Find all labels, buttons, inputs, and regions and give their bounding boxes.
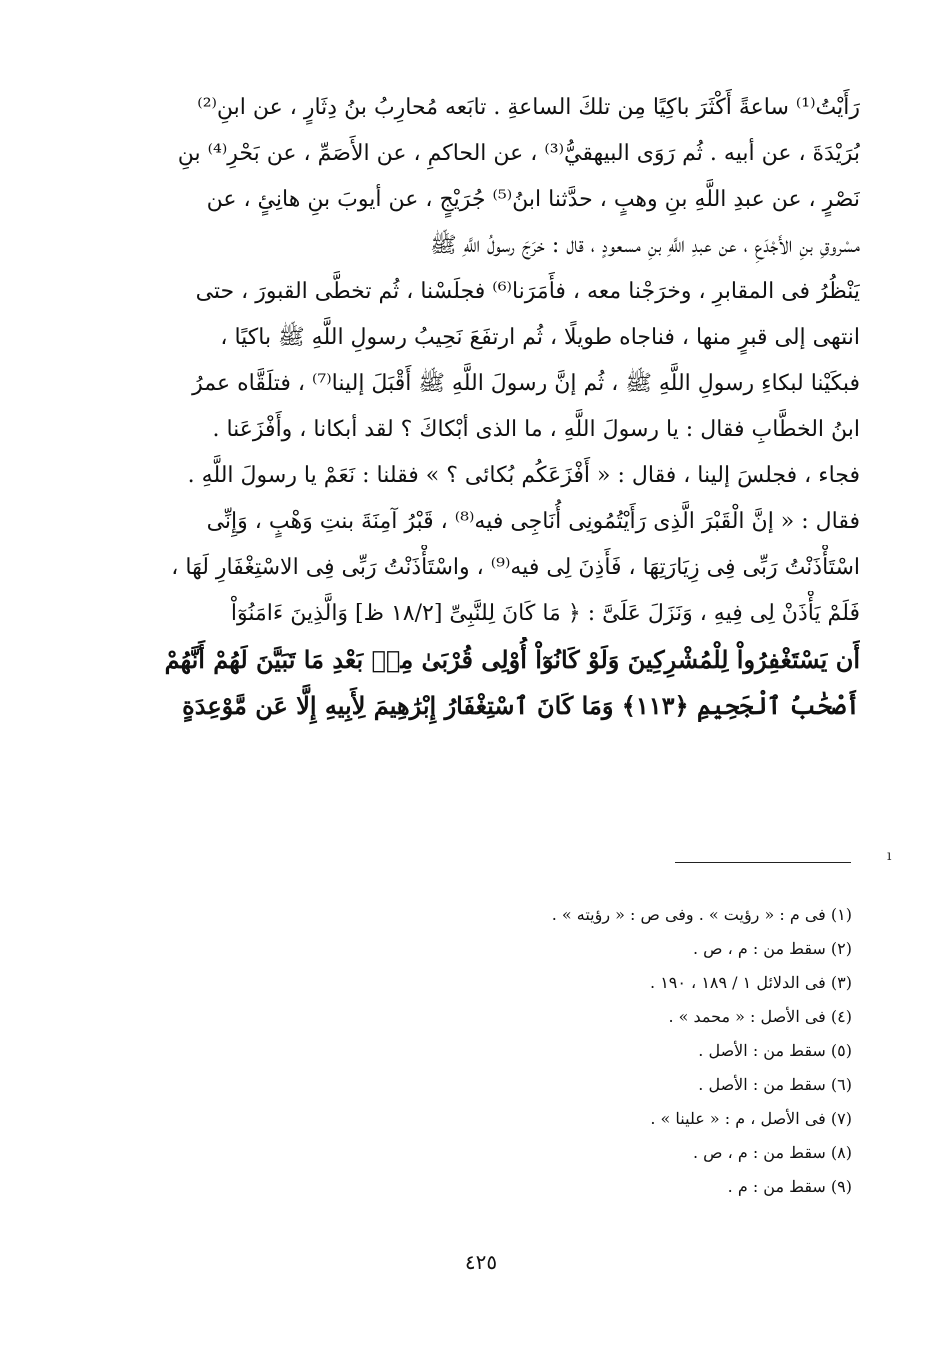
text-line: اسْتَأْذَنْتُ رَبِّى فِى زِيَارَتِهَا ، فَأَذِنَ لِى فيه⁽⁹⁾ ، واسْتَأْذَنْتُ رَبِّى فِى الاسْتِغْفَارِ لَهَا ، — [171, 555, 860, 580]
footnote: (٢) سقط من : م ، ص . — [692, 939, 852, 958]
text-line: نَصْرٍ ، عن عبدِ اللَّهِ بنِ وهبٍ ، حدَّثنا ابنُ⁽⁵⁾ جُرَيْجٍ ، عن أيوبَ بنِ هانِئٍ ، عن — [206, 187, 860, 212]
footnotes — [300, 898, 852, 1204]
footnote-separator — [675, 862, 851, 863]
margin-mark: ı — [887, 848, 892, 864]
text-line: بُرَيْدَةَ ، عن أبيه . ثُم رَوَى البيهقيُّ⁽³⁾ ، عن الحاكمِ ، عن الأَصَمِّ ، عن بَحْرِ⁽⁴⁾ بنِ — [177, 141, 860, 166]
text-line: فَلَمْ يَأْذَنْ لِى فِيهِ ، وَنَزَلَ عَلَىَّ : ﴿ مَا كَانَ لِلنَّبِىِّ [١٨/٢ ظ] وَالَّذِينَ ءَامَنُوٓاْ — [230, 601, 860, 626]
footnote: (٤) فى الأصل : « محمد » . — [668, 1007, 852, 1026]
text-line: انتهى إلى قبرٍ منها ، فناجاه طويلًا ، ثُم ارتفَعَ نَحِيبُ رسولِ اللَّهِ ﷺ باكيًا ، — [220, 325, 860, 350]
footnote: (٦) سقط من : الأصل . — [698, 1075, 852, 1094]
text-line: يَنْظُرُ فى المقابرِ ، وخرَجْنا معه ، فأَمَرَنا⁽⁶⁾ فجلَسْنا ، ثُم تخطَّى القبورَ ، حتى — [195, 279, 860, 304]
footnote: (٥) سقط من : الأصل . — [698, 1041, 852, 1060]
footnote: (٨) سقط من : م ، ص . — [692, 1143, 852, 1162]
text-line: ابنُ الخطَّابِ فقال : يا رسولَ اللَّهِ ، ما الذى أبْكاكَ ؟ لقد أبكانا ، وأَفْزَعَنا . — [212, 417, 860, 442]
text-line: فجاء ، فجلسَ إلينا ، فقال : « أَفْزَعَكُم بُكائى ؟ » فقلنا : نَعَمْ يا رسولَ اللَّهِ . — [187, 463, 860, 488]
footnote: (٧) فى الأصل ، م : « علينا » . — [650, 1109, 852, 1128]
footnote: (٣) فى الدلائل ١ / ١٨٩ ، ١٩٠ . — [650, 973, 852, 992]
quran-verse-line: أَن يَسْتَغْفِرُواْ لِلْمُشْرِكِينَ وَلَوْ كَانُوٓاْ أُوْلِى قُرْبَىٰ مِنۢ بَعْدِ مَا تَبَيَّنَ لَهُمْ أَنَّهُمْ — [164, 645, 860, 674]
text-line: مسْروقِ بنِ الأَجْدَعِ ، عن عبدِ اللَّهِ بنِ مسعودٍ ، قال : خرَجَ رسولُ اللَّهِ ﷺ — [430, 233, 860, 258]
page-number: ٤٢٥ — [464, 1250, 498, 1274]
main-text — [130, 85, 860, 729]
footnote: (٩) سقط من : م . — [727, 1177, 852, 1196]
quran-verse-line: أَصْحَٰبُ ٱلْجَحِيمِ ﴿١١٣﴾ وَمَا كَانَ ٱسْتِغْفَارُ إِبْرَٰهِيمَ لِأَبِيهِ إِلَّا عَن مَّوْعِدَةٍ — [182, 691, 860, 720]
text-line: فقال : « إنَّ الْقَبْرَ الَّذِى رَأَيْتُمُونِى أُنَاجِى فيه⁽⁸⁾ ، قَبْرُ آمِنَةَ بنتِ وَهْبٍ ، وَإِنِّى — [206, 509, 860, 534]
text-line: فبكَيْنا لبكاءِ رسولِ اللَّهِ ﷺ ، ثُم إنَّ رسولَ اللَّهِ ﷺ أَقْبَلَ إلينا⁽⁷⁾ ، فتلَقَّاه عمرُ — [192, 371, 860, 396]
footnote: (١) فى م : « رؤيت » . وفى ص : « رؤيته » . — [551, 905, 852, 924]
text-line: رَأَيْتُ⁽¹⁾ ساعةً أَكْثَرَ باكِيًا مِن تلكَ الساعةِ . تابَعه مُحارِبُ بنُ دِثَارٍ ، عن ابنِ⁽²⁾ — [197, 95, 860, 120]
